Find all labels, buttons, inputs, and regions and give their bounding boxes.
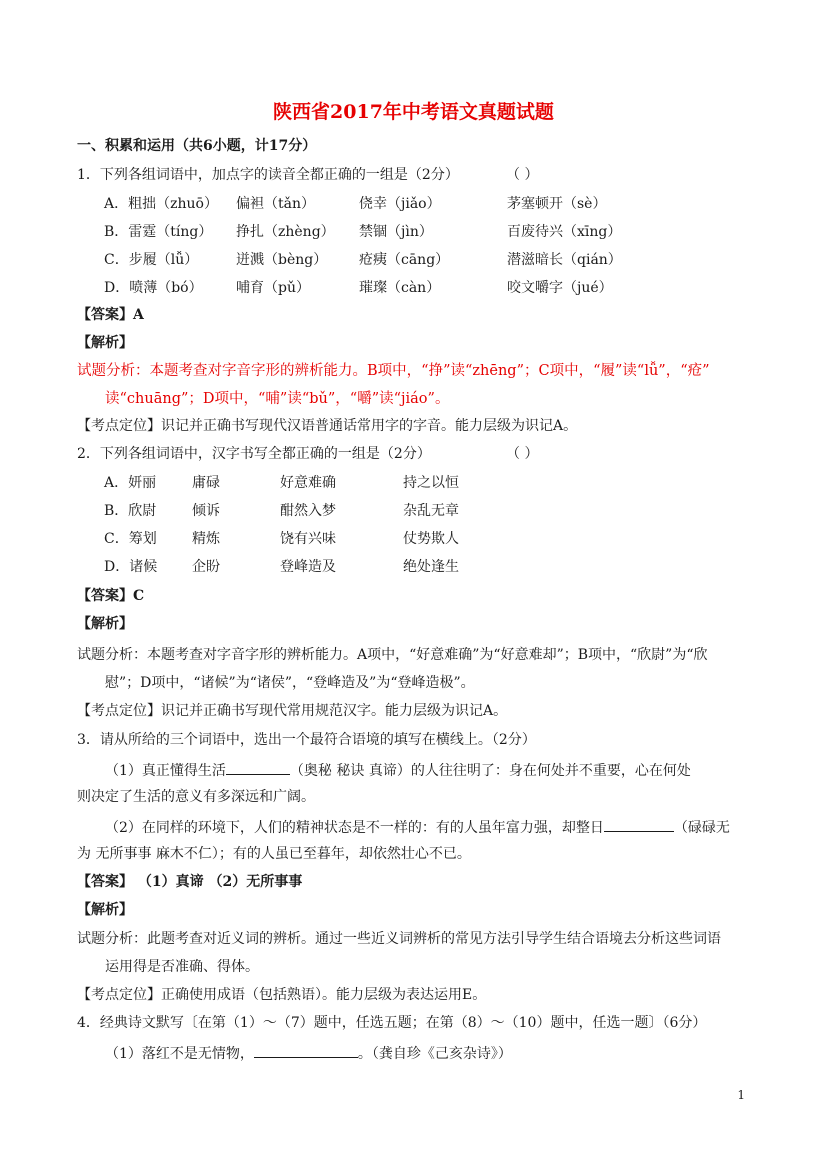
q1-option-d-4: 咬文嚼字（jué） [507, 280, 613, 296]
q2-stem: 2．下列各组词语中，汉字书写全都正确的一组是（2分） [77, 446, 431, 462]
q1-answer-paren: （ ） [506, 167, 539, 183]
q1-option-c-1: C．步履（lǚ） [104, 252, 199, 268]
q1-option-b-1: B．雷霆（tíng） [104, 224, 213, 240]
q3-sentence-1 [105, 759, 691, 781]
q2-knowledge-point: 【考点定位】识记并正确书写现代常用规范汉字。能力层级为识记A。 [77, 703, 508, 719]
q2-option-d-1: D．诸候 [104, 559, 158, 575]
page-title: 陕西省2017年中考语文真题试题 [273, 101, 554, 123]
q1-option-d-2: 哺育（pǔ） [236, 280, 310, 296]
q1-option-b-4: 百废待兴（xīng） [507, 224, 622, 240]
q1-answer: 【答案】A [77, 307, 144, 323]
q2-analysis-text: 试题分析：本题考查对字音字形的辨析能力。A项中，“好意难确”为“好意难却”；B项中，“欣尉”为“欣 [77, 647, 708, 663]
q1-option-a-4: 茅塞顿开（sè） [507, 196, 607, 212]
q1-analysis-text-cont: 读“chuāng”；D项中，“哺”读“bǔ”，“嚼”读“jiáo”。 [105, 391, 450, 407]
q4-blank-1 [254, 1042, 358, 1058]
q2-analysis-text-cont: 慰”；D项中，“诸候”为“诸侯”，“登峰造及”为“登峰造极”。 [105, 675, 475, 691]
q2-answer: 【答案】C [77, 588, 145, 604]
q3-s2-part3: 为 无所事事 麻木不仁）；有的人虽已至暮年，却依然壮心不已。 [77, 846, 471, 862]
q1-option-c-2: 迸溅（bèng） [236, 252, 328, 268]
q4-stem: 4．经典诗文默写〔在第（1）～（7）题中，任选五题；在第（8）～（10）题中，任选一题〕（6分） [77, 1015, 707, 1031]
q2-option-d-2: 企盼 [192, 559, 220, 575]
q1-option-d-1: D．喷薄（bó） [104, 280, 203, 296]
q3-s2-part1: （2）在同样的环境下，人们的精神状态是不一样的：有的人虽年富力强，却整日 [105, 820, 604, 836]
q2-option-c-1: C．筹划 [104, 531, 157, 547]
q1-option-c-4: 潜滋暗长（qián） [507, 252, 622, 268]
q1-knowledge-point: 【考点定位】识记并正确书写现代汉语普通话常用字的字音。能力层级为识记A。 [77, 418, 578, 434]
q3-analysis-text: 试题分析：此题考查对近义词的辨析。通过一些近义词辨析的常见方法引导学生结合语境去分析这些词语 [77, 931, 721, 947]
q2-option-a-4: 持之以恒 [403, 475, 459, 491]
q2-answer-paren: （ ） [506, 446, 539, 462]
q1-analysis-text: 试题分析：本题考查对字音字形的辨析能力。B项中，“挣”读“zhēng”；C项中，“履”读“lǚ”，“疮” [77, 363, 710, 379]
q2-analysis-label: 【解析】 [77, 616, 133, 632]
q1-option-b-2: 挣扎（zhèng） [236, 224, 335, 240]
q3-s1-part3: 则决定了生活的意义有多深远和广阔。 [77, 789, 315, 805]
q2-option-d-3: 登峰造及 [280, 559, 336, 575]
q2-option-c-4: 仗势欺人 [403, 531, 459, 547]
q2-option-a-3: 好意难确 [280, 475, 336, 491]
q1-option-c-3: 疮痍（cāng） [359, 252, 450, 268]
q1-option-a-1: A．粗拙（zhuō） [104, 196, 218, 212]
q2-option-b-1: B．欣尉 [104, 503, 157, 519]
q3-blank-2 [604, 816, 674, 832]
q3-s2-part2: （碌碌无 [673, 820, 730, 836]
q3-knowledge-point: 【考点定位】正确使用成语（包括熟语）。能力层级为表达运用E。 [77, 987, 487, 1003]
q2-option-c-3: 饶有兴味 [280, 531, 336, 547]
q2-option-c-2: 精炼 [192, 531, 220, 547]
q1-option-b-3: 禁锢（jìn） [359, 224, 433, 240]
q3-answer: 【答案】 （1）真谛 （2）无所事事 [77, 874, 303, 890]
q3-s1-part1: （1）真正懂得生活 [105, 763, 226, 779]
q1-stem: 1．下列各组词语中，加点字的读音全都正确的一组是（2分） [77, 167, 459, 183]
q4-s1-part1: （1）落红不是无情物， [105, 1046, 254, 1062]
q3-sentence-2 [105, 816, 730, 838]
q2-option-b-2: 倾诉 [192, 503, 220, 519]
q4-s1-part2: 。（龚自珍《己亥杂诗》） [357, 1046, 512, 1062]
q1-option-d-3: 璀璨（càn） [359, 280, 441, 296]
q3-analysis-text-cont: 运用得是否准确、得体。 [105, 959, 259, 975]
q3-analysis-label: 【解析】 [77, 902, 133, 918]
q2-option-b-4: 杂乱无章 [403, 503, 459, 519]
q3-stem: 3．请从所给的三个词语中，选出一个最符合语境的填写在横线上。（2分） [77, 732, 536, 748]
q1-option-a-2: 偏袒（tǎn） [236, 196, 315, 212]
q3-s1-part2: （奥秘 秘诀 真谛）的人往往明了：身在何处并不重要，心在何处 [289, 763, 691, 779]
q2-option-a-2: 庸碌 [192, 475, 220, 491]
section-heading: 一、积累和运用（共6小题，计17分） [77, 138, 317, 154]
q3-blank-1 [226, 759, 290, 775]
q1-option-a-3: 侥幸（jiǎo） [359, 196, 441, 212]
q4-item-1 [105, 1042, 512, 1064]
page-number: 1 [737, 1088, 745, 1102]
q2-option-a-1: A．妍丽 [104, 475, 157, 491]
q1-analysis-label: 【解析】 [77, 335, 133, 351]
q2-option-d-4: 绝处逢生 [403, 559, 459, 575]
q2-option-b-3: 酣然入梦 [280, 503, 336, 519]
